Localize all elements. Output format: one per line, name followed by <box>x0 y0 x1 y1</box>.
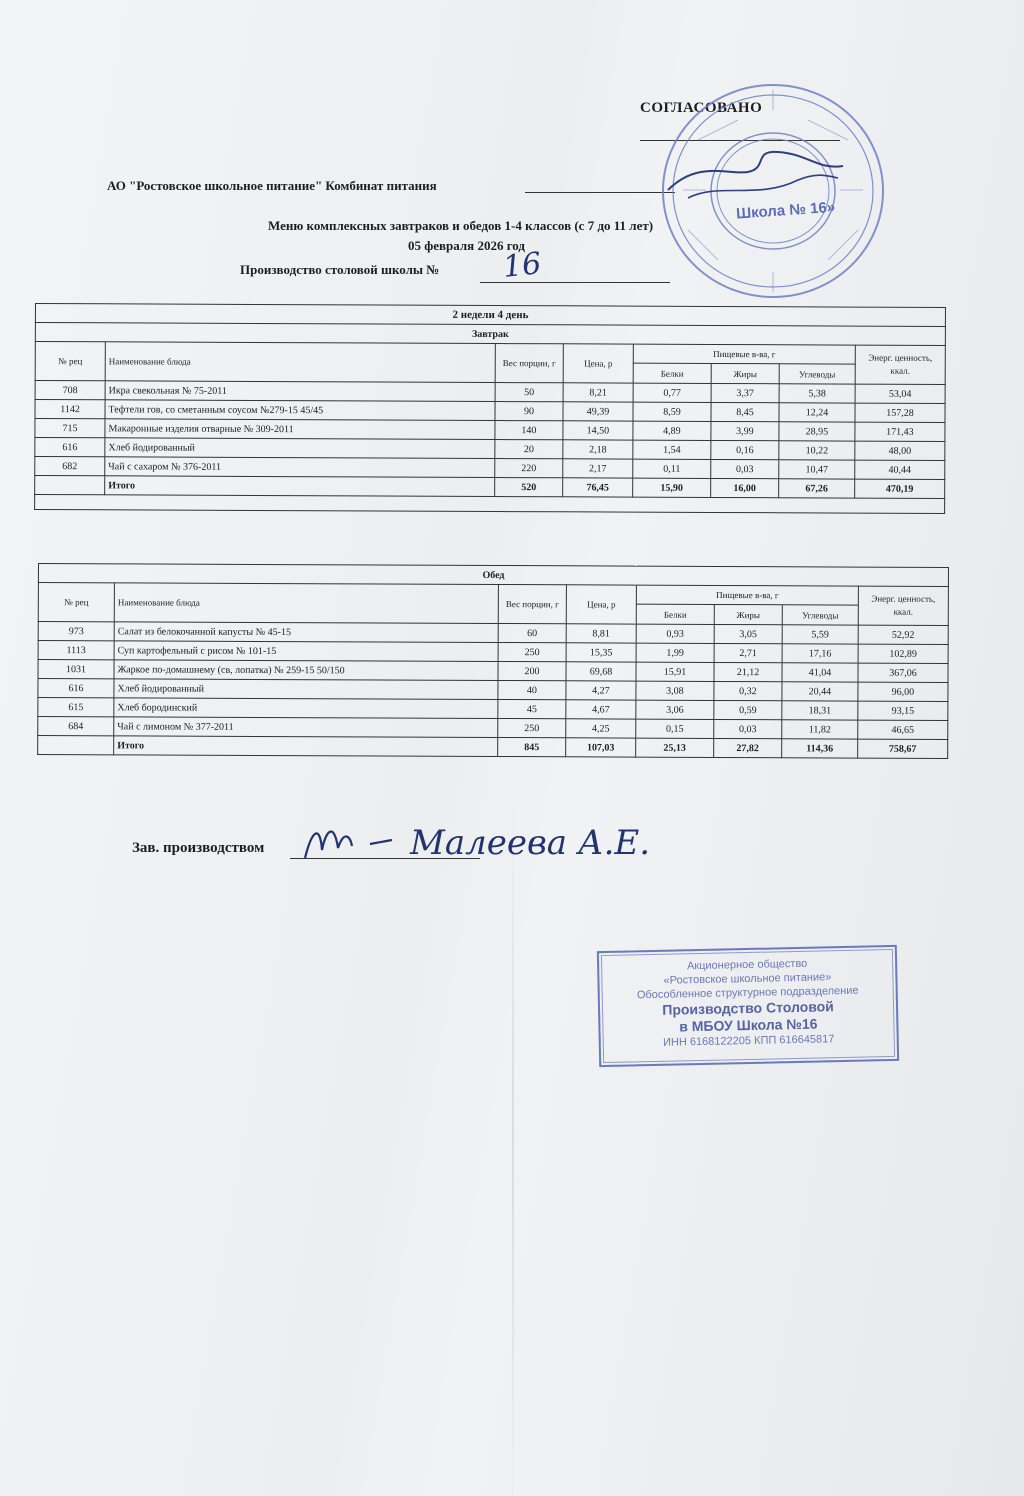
lunch-cell-weight: 60 <box>498 624 566 643</box>
lunch-cell-protein: 1,99 <box>636 643 714 662</box>
lunch-cell-energy: 102,89 <box>858 644 948 663</box>
col-carbs: Углеводы <box>779 364 855 384</box>
breakfast-cell-name: Икра свекольная № 75-2011 <box>105 381 495 402</box>
breakfast-cell-carbs: 10,47 <box>779 460 855 479</box>
col-price: Цена, р <box>566 585 636 624</box>
lunch-cell-protein: 15,91 <box>636 662 714 681</box>
lunch-cell-protein: 3,08 <box>636 681 714 700</box>
lunch-cell-protein: 0,93 <box>636 624 714 643</box>
lunch-cell-fat: 2,71 <box>714 643 782 662</box>
lunch-cell-weight: 45 <box>498 700 566 719</box>
breakfast-total-protein: 15,90 <box>633 478 711 497</box>
breakfast-cell-name: Макаронные изделия отварные № 309-2011 <box>105 419 495 440</box>
lunch-cell-fat: 0,03 <box>714 719 782 738</box>
breakfast-cell-rec: 1142 <box>35 400 105 419</box>
breakfast-total-energy: 470,19 <box>855 479 945 498</box>
lunch-total-price: 107,03 <box>566 738 636 757</box>
lunch-cell-fat: 0,32 <box>714 681 782 700</box>
stamp-line-5: в МБОУ Школа №16 <box>679 1015 818 1035</box>
breakfast-total-weight: 520 <box>495 478 563 497</box>
lunch-cell-fat: 21,12 <box>714 662 782 681</box>
lunch-cell-price: 8,81 <box>566 624 636 643</box>
col-weight: Вес порции, г <box>495 344 563 383</box>
lunch-cell-rec: 616 <box>38 679 114 698</box>
lunch-total-fat: 27,82 <box>714 738 782 757</box>
breakfast-cell-name: Тефтели гов, со сметанным соусом №279-15 45/45 <box>105 400 495 421</box>
breakfast-cell-name: Чай с сахаром № 376-2011 <box>105 457 495 478</box>
round-stamp <box>658 80 888 302</box>
col-fat: Жиры <box>714 604 782 624</box>
col-carbs: Углеводы <box>782 605 858 625</box>
organization-line <box>525 192 675 193</box>
lunch-cell-price: 4,67 <box>566 700 636 719</box>
signer-label: Зав. производством <box>132 840 265 856</box>
col-nutrients: Пищевые в-ва, г <box>633 344 855 364</box>
stamp-line-4: Производство Столовой <box>662 998 834 1018</box>
lunch-cell-carbs: 17,16 <box>782 644 858 663</box>
breakfast-cell-fat: 0,16 <box>711 440 779 459</box>
total-spacer <box>35 476 105 495</box>
production-label: Производство столовой школы № <box>240 262 440 277</box>
breakfast-total-label: Итого <box>105 476 495 497</box>
breakfast-cell-rec: 682 <box>35 457 105 476</box>
lunch-cell-carbs: 18,31 <box>782 701 858 720</box>
lunch-cell-carbs: 5,59 <box>782 625 858 644</box>
lunch-total-energy: 758,67 <box>858 739 948 758</box>
lunch-total-protein: 25,13 <box>636 738 714 757</box>
breakfast-cell-energy: 157,28 <box>855 403 945 422</box>
lunch-total-label: Итого <box>114 736 498 757</box>
breakfast-cell-price: 2,18 <box>563 440 633 459</box>
col-energy: Энерг. ценность, ккал. <box>855 345 945 384</box>
breakfast-cell-weight: 90 <box>495 402 563 421</box>
breakfast-cell-protein: 0,11 <box>633 459 711 478</box>
lunch-total-weight: 845 <box>498 738 566 757</box>
school-number-handwritten: 16 <box>501 246 543 285</box>
breakfast-section-title: Завтрак <box>35 323 945 346</box>
breakfast-cell-price: 14,50 <box>563 421 633 440</box>
lunch-cell-name: Хлеб бородинский <box>114 698 498 719</box>
lunch-cell-rec: 973 <box>38 622 114 641</box>
lunch-cell-protein: 0,15 <box>636 719 714 738</box>
lunch-cell-carbs: 41,04 <box>782 663 858 682</box>
col-fat: Жиры <box>711 363 779 383</box>
breakfast-cell-protein: 4,89 <box>633 421 711 440</box>
col-price: Цена, р <box>563 344 633 383</box>
menu-date: 05 февраля 2026 год <box>408 238 525 253</box>
lunch-cell-weight: 200 <box>498 662 566 681</box>
breakfast-cell-carbs: 5,38 <box>779 384 855 403</box>
organization-title: АО "Ростовское школьное питание" Комбинат питания <box>107 178 437 193</box>
stamp-line-1: Акционерное общество <box>686 957 808 973</box>
breakfast-cell-energy: 40,44 <box>855 460 945 479</box>
breakfast-cell-weight: 220 <box>495 459 563 478</box>
breakfast-rows <box>35 381 945 480</box>
lunch-cell-weight: 250 <box>498 719 566 738</box>
paper-fold <box>512 780 514 1496</box>
breakfast-cell-carbs: 28,95 <box>779 422 855 441</box>
lunch-cell-price: 4,27 <box>566 681 636 700</box>
lunch-section-title: Обед <box>38 564 948 587</box>
lunch-cell-energy: 96,00 <box>858 682 948 701</box>
breakfast-cell-price: 8,21 <box>563 383 633 402</box>
breakfast-cell-weight: 20 <box>495 440 563 459</box>
approval-signature-stroke <box>668 152 843 190</box>
lunch-cell-weight: 40 <box>498 681 566 700</box>
approved-heading: СОГЛАСОВАНО <box>640 100 763 116</box>
lunch-cell-weight: 250 <box>498 643 566 662</box>
lunch-cell-name: Суп картофельный с рисом № 101-15 <box>114 641 498 662</box>
col-name: Наименование блюда <box>105 342 495 383</box>
week-day-title: 2 недели 4 день <box>35 304 945 327</box>
col-rec: № рец <box>38 583 114 622</box>
lunch-cell-energy: 52,92 <box>858 625 948 644</box>
col-energy: Энерг. ценность, ккал. <box>858 586 948 625</box>
lunch-table <box>37 563 949 759</box>
lunch-cell-price: 15,35 <box>566 643 636 662</box>
rectangular-stamp <box>597 945 899 1067</box>
lunch-cell-rec: 615 <box>38 698 114 717</box>
breakfast-cell-weight: 140 <box>495 421 563 440</box>
col-protein: Белки <box>633 363 711 383</box>
breakfast-cell-price: 49,39 <box>563 402 633 421</box>
lunch-cell-fat: 3,05 <box>714 624 782 643</box>
stamp-line-6: ИНН 6168122205 КПП 616645817 <box>662 1033 835 1049</box>
lunch-cell-price: 4,25 <box>566 719 636 738</box>
lunch-cell-price: 69,68 <box>566 662 636 681</box>
lunch-cell-rec: 684 <box>38 717 114 736</box>
handwritten-signature <box>300 800 700 880</box>
breakfast-cell-fat: 8,45 <box>711 402 779 421</box>
lunch-cell-carbs: 11,82 <box>782 720 858 739</box>
lunch-cell-carbs: 20,44 <box>782 682 858 701</box>
breakfast-total-fat: 16,00 <box>711 478 779 497</box>
stamp-line-2: «Ростовское школьное питание» <box>663 971 832 987</box>
breakfast-cell-protein: 8,59 <box>633 402 711 421</box>
breakfast-cell-energy: 53,04 <box>855 384 945 403</box>
breakfast-cell-rec: 708 <box>35 381 105 400</box>
breakfast-cell-energy: 48,00 <box>855 441 945 460</box>
breakfast-cell-fat: 3,99 <box>711 421 779 440</box>
lunch-total-carbs: 114,36 <box>782 739 858 758</box>
lunch-cell-name: Салат из белокочанной капусты № 45-15 <box>114 622 498 643</box>
lunch-cell-fat: 0,59 <box>714 700 782 719</box>
lunch-cell-protein: 3,06 <box>636 700 714 719</box>
breakfast-table <box>34 303 946 514</box>
breakfast-cell-protein: 1,54 <box>633 440 711 459</box>
lunch-cell-name: Чай с лимоном № 377-2011 <box>114 717 498 738</box>
lunch-cell-energy: 93,15 <box>858 701 948 720</box>
lunch-cell-energy: 46,65 <box>858 720 948 739</box>
col-name: Наименование блюда <box>114 583 498 624</box>
signature-text: Малеева А.Е. <box>410 823 651 863</box>
lunch-cell-name: Жаркое по-домашнему (св, лопатка) № 259-15 50/150 <box>114 660 498 681</box>
breakfast-cell-carbs: 10,22 <box>779 441 855 460</box>
breakfast-total-price: 76,45 <box>563 478 633 497</box>
lunch-cell-energy: 367,06 <box>858 663 948 682</box>
col-protein: Белки <box>636 604 714 624</box>
stamp-round-text: Школа № 16» <box>735 198 836 223</box>
lunch-cell-rec: 1031 <box>38 660 114 679</box>
lunch-cell-name: Хлеб йодированный <box>114 679 498 700</box>
breakfast-cell-name: Хлеб йодированный <box>105 438 495 459</box>
table-gap <box>35 495 945 514</box>
stamp-line-3: Обособленное структурное подразделение <box>636 984 859 1002</box>
breakfast-cell-carbs: 12,24 <box>779 403 855 422</box>
col-nutrients: Пищевые в-ва, г <box>636 585 858 605</box>
breakfast-cell-fat: 0,03 <box>711 459 779 478</box>
lunch-rows <box>38 622 949 740</box>
breakfast-cell-price: 2,17 <box>563 459 633 478</box>
breakfast-total-carbs: 67,26 <box>779 479 855 498</box>
breakfast-cell-rec: 715 <box>35 419 105 438</box>
breakfast-cell-protein: 0,77 <box>633 383 711 402</box>
lunch-cell-rec: 1113 <box>38 641 114 660</box>
col-rec: № рец <box>35 342 105 381</box>
col-weight: Вес порции, г <box>498 585 566 624</box>
menu-title: Меню комплексных завтраков и обедов 1-4 классов (с 7 до 11 лет) <box>268 218 654 233</box>
breakfast-cell-energy: 171,43 <box>855 422 945 441</box>
total-spacer <box>38 736 114 755</box>
breakfast-cell-rec: 616 <box>35 438 105 457</box>
breakfast-cell-weight: 50 <box>495 383 563 402</box>
breakfast-cell-fat: 3,37 <box>711 383 779 402</box>
